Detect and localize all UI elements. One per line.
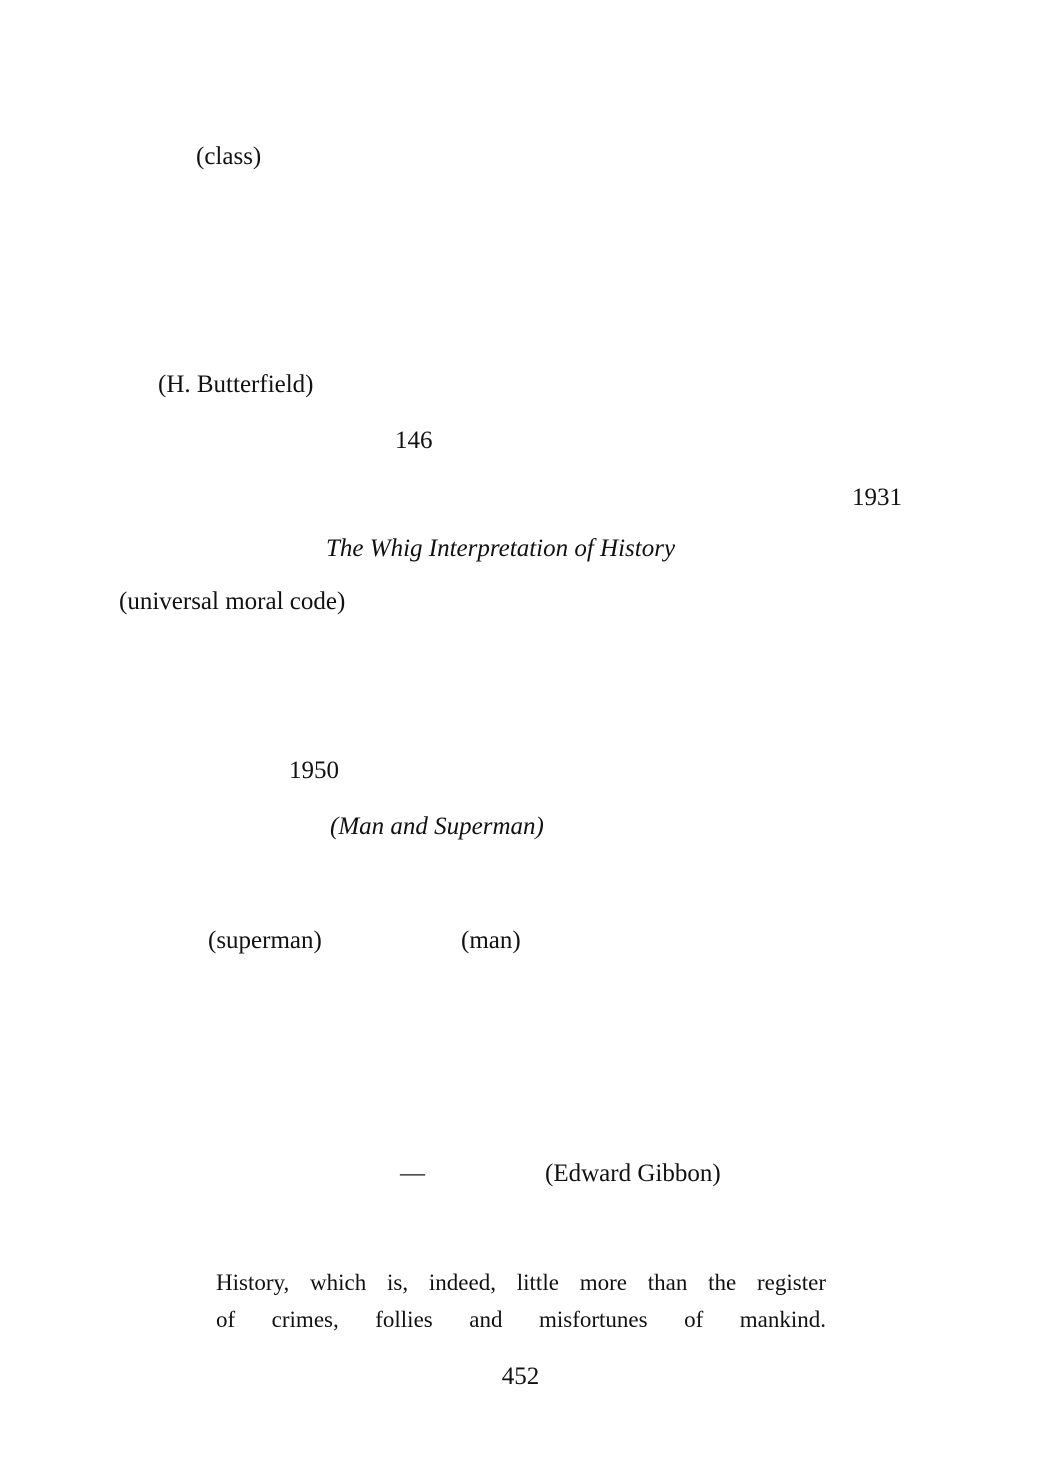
year-1931: 1931: [852, 484, 902, 511]
number-146: 146: [395, 427, 433, 454]
year-1950: 1950: [289, 757, 339, 784]
gibbon-quote-line-2: of crimes, follies and misfortunes of mankind.: [216, 1307, 826, 1332]
edward-gibbon-name: (Edward Gibbon): [545, 1160, 721, 1187]
class-term: (class): [196, 143, 262, 170]
butterfield-name: (H. Butterfield): [158, 371, 314, 398]
man-term: (man): [461, 927, 521, 954]
gibbon-quote-line-1: History, which is, indeed, little more than the register: [216, 1270, 826, 1295]
man-and-superman-title: (Man and Superman): [330, 813, 544, 840]
universal-moral-code-term: (universal moral code): [119, 588, 346, 615]
page-number: 452: [501, 1363, 540, 1390]
superman-term: (superman): [208, 927, 322, 954]
em-dash: —: [400, 1160, 425, 1187]
whig-interpretation-title: The Whig Interpretation of History: [326, 535, 676, 562]
